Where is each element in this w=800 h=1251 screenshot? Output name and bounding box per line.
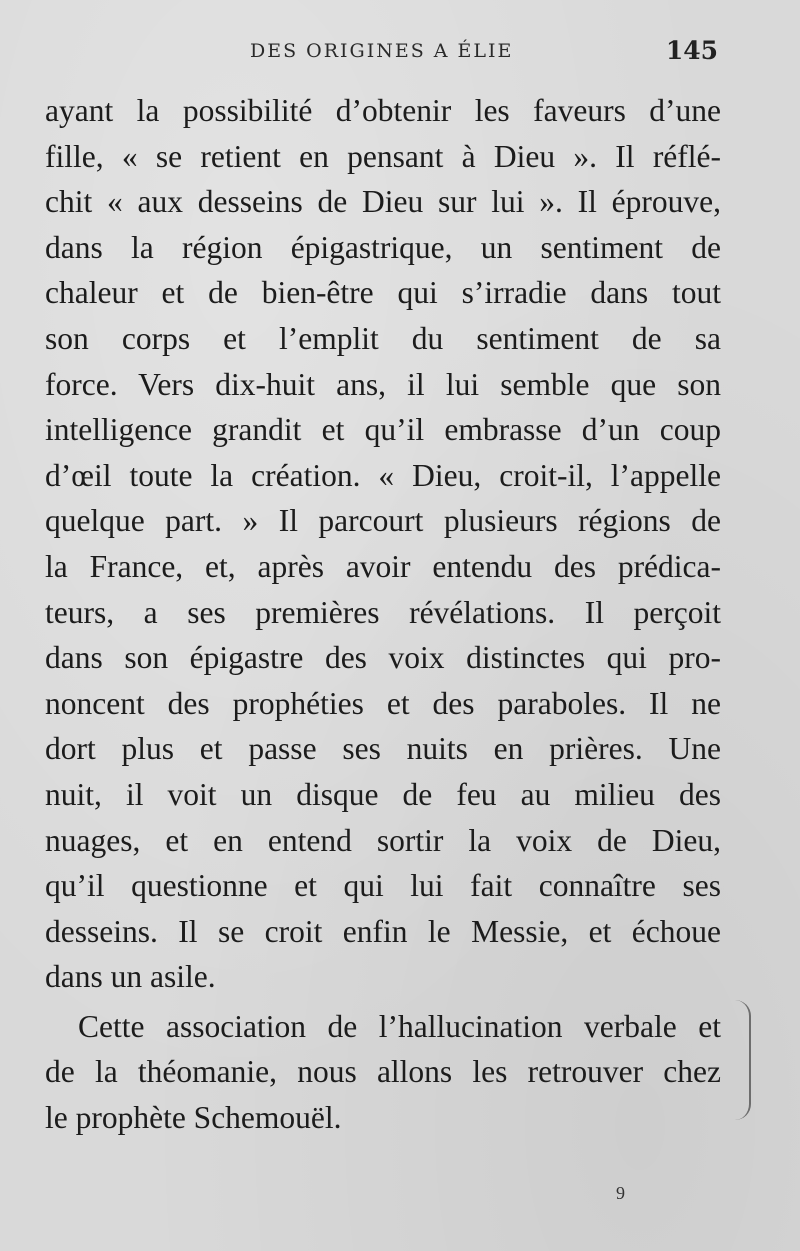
text-line: dans la région épigastrique, un sentiment de xyxy=(45,229,721,265)
text-line: de la théomanie, nous allons les retrouver chez xyxy=(45,1054,721,1090)
text-line: noncent des prophéties et des paraboles. Il ne xyxy=(45,685,721,721)
text-line: dans un asile. xyxy=(45,959,216,995)
text-line: nuit, il voit un disque de feu au milieu des xyxy=(45,776,721,812)
text-line: qu’il questionne et qui lui fait connaître ses xyxy=(45,868,721,904)
text-line: chit « aux desseins de Dieu sur lui ». Il éprouve, xyxy=(45,184,721,220)
text-line: Cette association de l’hallucination verbale et xyxy=(78,1008,721,1044)
text-line: force. Vers dix-huit ans, il lui semble que son xyxy=(45,366,721,402)
text-line: son corps et l’emplit du sentiment de sa xyxy=(45,320,721,356)
text-line: la France, et, après avoir entendu des prédica- xyxy=(45,548,721,584)
text-line: ayant la possibilité d’obtenir les faveurs d’une xyxy=(45,93,721,128)
text-line: chaleur et de bien-être qui s’irradie dans tout xyxy=(45,275,721,311)
running-title: DES ORIGINES A ÉLIE xyxy=(250,40,514,62)
text-line: desseins. Il se croit enfin le Messie, et échoue xyxy=(45,913,721,949)
paragraph-1 xyxy=(45,88,721,1000)
body-text xyxy=(45,88,721,1141)
text-line: d’œil toute la création. « Dieu, croit-il, l’appelle xyxy=(45,457,721,493)
text-line: teurs, a ses premières révélations. Il perçoit xyxy=(45,594,721,630)
paragraph-2 xyxy=(45,1004,721,1141)
text-line: quelque part. » Il parcourt plusieurs régions de xyxy=(45,503,721,539)
text-line: le prophète Schemouël. xyxy=(45,1100,342,1136)
text-line: nuages, et en entend sortir la voix de Dieu, xyxy=(45,822,721,858)
page-number: 145 xyxy=(665,36,718,65)
signature-mark: 9 xyxy=(616,1183,625,1203)
text-line: fille, « se retient en pensant à Dieu ». Il réflé- xyxy=(45,138,721,174)
text-line: intelligence grandit et qu’il embrasse d’un coup xyxy=(45,412,721,448)
text-line: dans son épigastre des voix distinctes qui pro- xyxy=(45,640,721,676)
text-line: dort plus et passe ses nuits en prières. Une xyxy=(45,731,721,767)
margin-mark xyxy=(735,1000,751,1120)
